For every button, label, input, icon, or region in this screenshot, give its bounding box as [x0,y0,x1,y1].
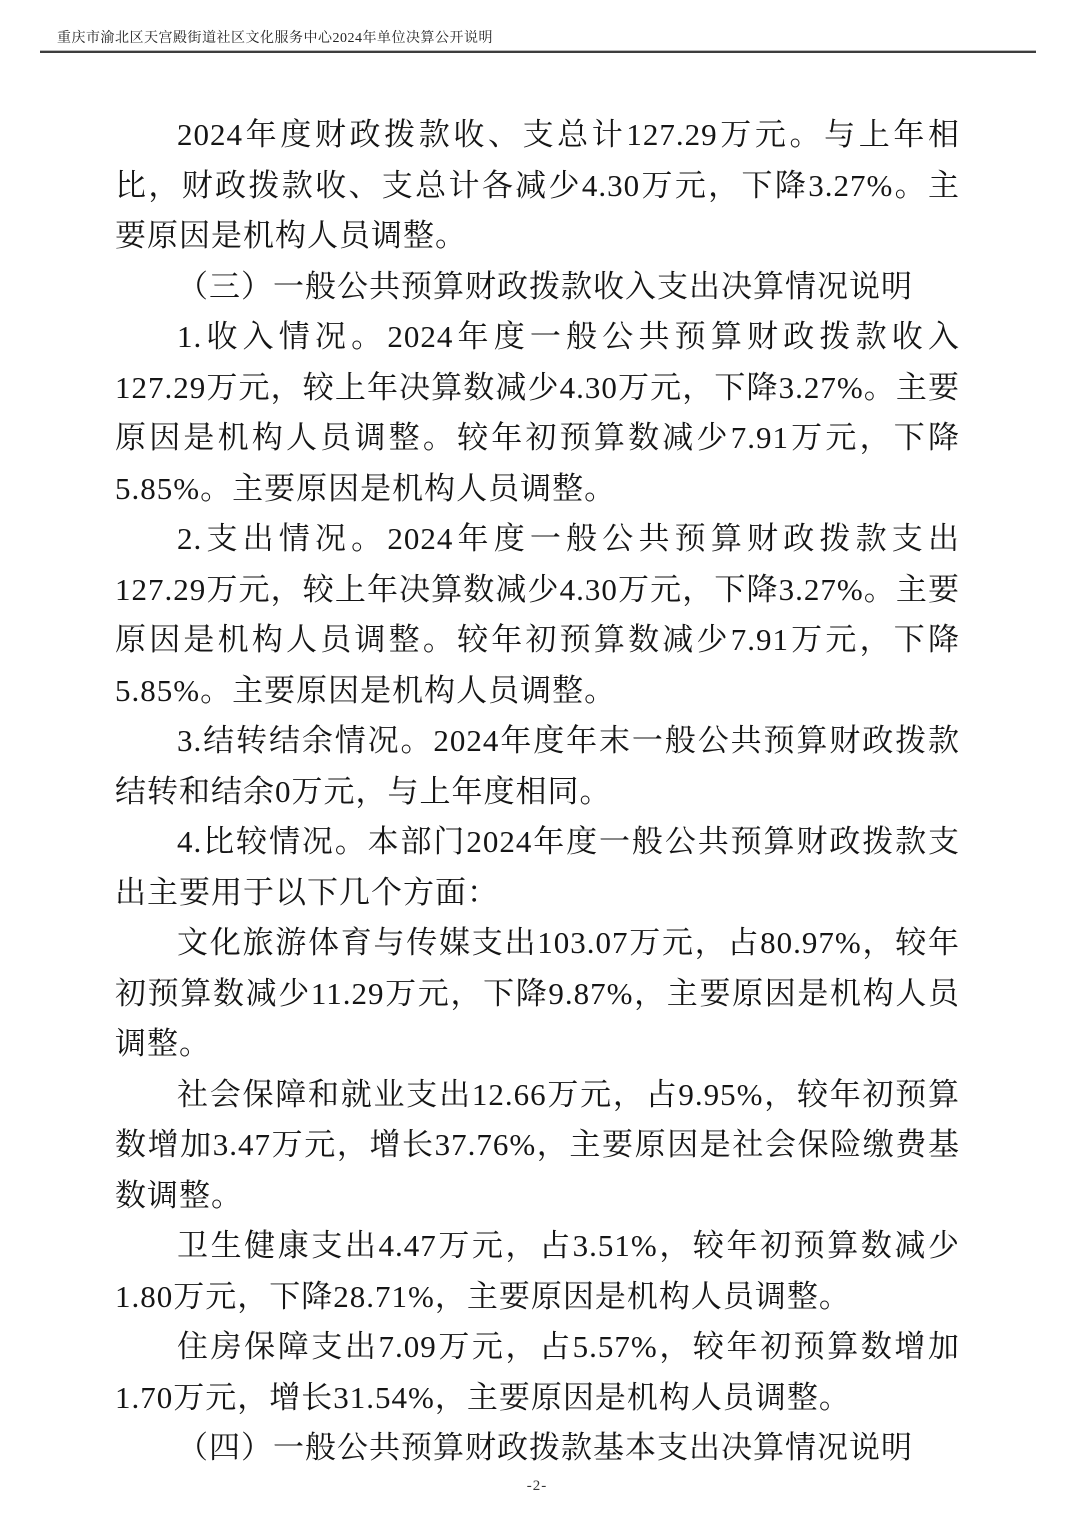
section-heading-4: （四）一般公共预算财政拨款基本支出决算情况说明 [177,1430,913,1465]
body-paragraph-health: 卫生健康支出4.47万元，占3.51%，较年初预算数减少1.80万元，下降28.71%，主要原因是机构人员调整。 [115,1228,960,1314]
document-body [115,110,960,1474]
body-paragraph-housing: 住房保障支出7.09万元，占5.57%，较年初预算数增加1.70万元，增长31.54%，主要原因是机构人员调整。 [115,1329,960,1415]
body-paragraph-carryover: 3.结转结余情况。2024年度年末一般公共预算财政拨款结转和结余0万元，与上年度相同。 [115,723,960,809]
body-paragraph-income: 1.收入情况。2024年度一般公共预算财政拨款收入127.29万元，较上年决算数减少4.30万元，下降3.27%。主要原因是机构人员调整。较年初预算数减少7.91万元，下降5.85%。主要原因是机构人员调整。 [115,319,960,506]
body-paragraph-social-security: 社会保障和就业支出12.66万元，占9.95%，较年初预算数增加3.47万元，增长37.76%，主要原因是社会保险缴费基数调整。 [115,1076,960,1213]
header-title: 重庆市渝北区天宫殿街道社区文化服务中心2024年单位决算公开说明 [57,31,493,46]
page-number: -2- [526,1478,548,1494]
body-paragraph-comparison-intro: 4.比较情况。本部门2024年度一般公共预算财政拨款支出主要用于以下几个方面： [115,824,960,910]
body-paragraph-expenditure: 2.支出情况。2024年度一般公共预算财政拨款支出127.29万元，较上年决算数减少4.30万元，下降3.27%。主要原因是机构人员调整。较年初预算数减少7.91万元，下降5.85%。主要原因是机构人员调整。 [115,521,960,708]
body-paragraph-culture-tourism: 文化旅游体育与传媒支出103.07万元，占80.97%，较年初预算数减少11.29万元，下降9.87%，主要原因是机构人员调整。 [115,925,960,1061]
body-paragraph-fiscal-total: 2024年度财政拨款收、支总计127.29万元。与上年相比，财政拨款收、支总计各减少4.30万元，下降3.27%。主要原因是机构人员调整。 [115,117,960,253]
section-heading-3: （三）一般公共预算财政拨款收入支出决算情况说明 [177,268,913,304]
page-footer [0,1478,1074,1495]
header-rule [40,50,1036,53]
